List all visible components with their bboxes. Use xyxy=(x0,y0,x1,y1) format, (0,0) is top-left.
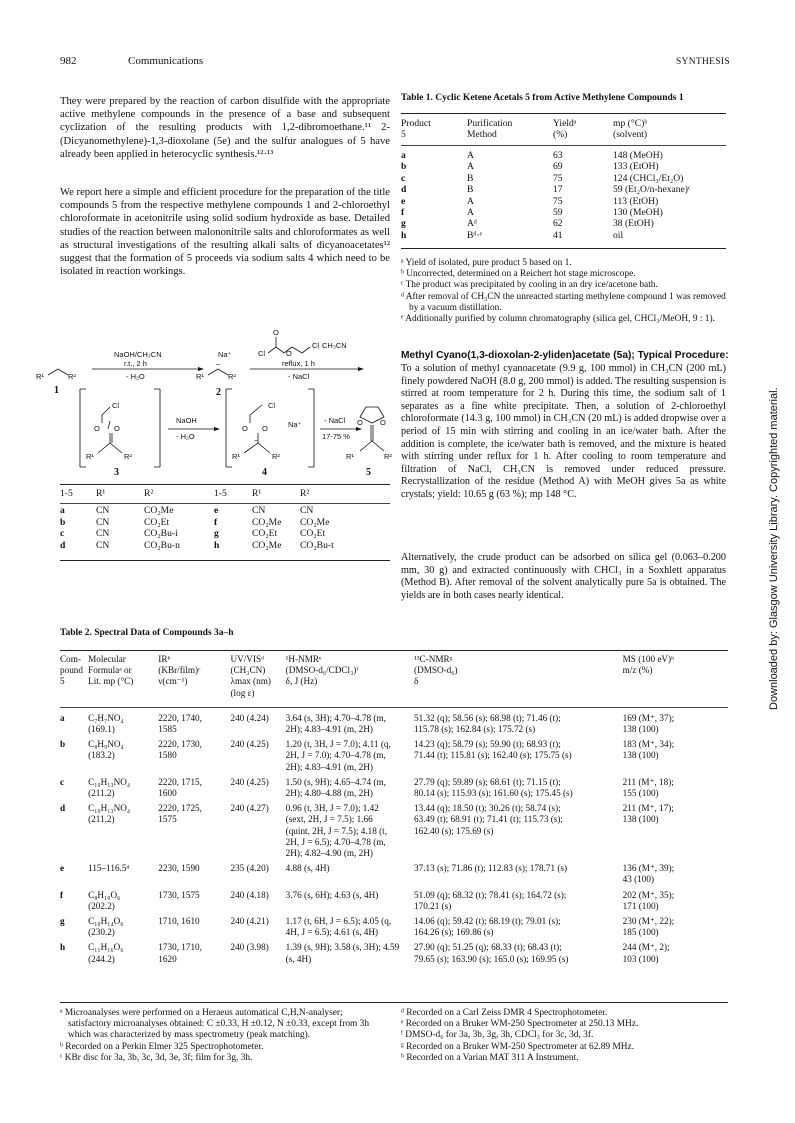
substituent-header: R² xyxy=(144,488,154,499)
substituent-cell: CO₂Me xyxy=(252,539,282,551)
table-row xyxy=(60,803,728,863)
table-row xyxy=(60,713,728,739)
table1-cell: 133 (EtOH) xyxy=(613,161,659,173)
footnote: ᶜ The product was precipitated by cooling in an dry ice/acetone bath. xyxy=(401,280,658,291)
ir-data: 2220, 1740, 1585 xyxy=(158,712,202,735)
svg-text:R¹: R¹ xyxy=(36,372,44,381)
molecular-formula: C₁₁H₁₆O₆ (244.2) xyxy=(88,942,124,964)
table1-cell: 148 (MeOH) xyxy=(613,150,663,161)
table-row xyxy=(60,739,728,777)
c-nmr-data: 27.79 (q); 59.89 (s); 68.61 (t); 71.15 (t); 80.14 (s); 115.93 (s); 161.60 (s); 175.45 (s) xyxy=(414,776,573,799)
table1-cell: 38 (EtOH) xyxy=(613,218,654,230)
table1-cell: 69 xyxy=(553,161,563,173)
table-row xyxy=(60,505,380,516)
table2-header: ¹³C-NMRᵍ (DMSO-d₆) δ xyxy=(414,654,458,687)
substituent-cell: f xyxy=(214,516,218,528)
svg-text:R¹: R¹ xyxy=(346,452,354,461)
substituent-table xyxy=(60,488,380,551)
ms-data: 211 (M⁺, 18); 155 (100) xyxy=(622,776,674,799)
svg-text:R²: R² xyxy=(124,452,132,461)
table1-cell: A xyxy=(467,207,474,219)
footnote: ᵉ Additionally purified by column chromatography (silica gel, CHCl₃/MeOH, 9 : 1). xyxy=(401,314,715,325)
reagent-2-mid: reflux, 1 h xyxy=(282,359,315,368)
uv-data: 240 (4.24) xyxy=(230,712,269,723)
uv-data: 240 (4.27) xyxy=(230,803,269,814)
table1-cell: a xyxy=(401,150,406,161)
compound-id: g xyxy=(60,916,65,927)
table1-cell: h xyxy=(401,229,407,241)
svg-text:O: O xyxy=(242,424,248,433)
table1-header: mp (°C)ᵇ (solvent) xyxy=(613,118,648,141)
chloroformate-structure xyxy=(258,328,319,358)
substituent-header: R¹ xyxy=(252,488,262,499)
compound-id: e xyxy=(60,863,65,874)
table1-cell: A xyxy=(467,195,474,207)
substituent-cell: CN xyxy=(96,505,110,517)
c-nmr-data: 14.06 (q); 59.42 (t); 68.19 (t); 79.01 (s); 164.26 (s); 169.86 (s) xyxy=(414,916,561,938)
table1-cell: 75 xyxy=(553,195,563,207)
footnote: ᵃ Microanalyses were performed on a Heraeus automatical C,H,N-analyser; satisfactory microanalyses obtained: C ±0.33, H ±0.12, N ±0.33, except from 3h which was characterized by mass spectrometry (peak matching). xyxy=(60,1008,370,1041)
table1-cell: 113 (EtOH) xyxy=(613,195,659,207)
uv-data: 240 (3.98) xyxy=(230,942,269,953)
table2-header: IRᵇ (KBr/film)ᶜ ν(cm⁻¹) xyxy=(158,654,201,687)
substituent-header: 1-5 xyxy=(214,488,227,499)
ir-data: 1730, 1575 xyxy=(158,889,200,900)
table2-footnotes-right xyxy=(401,1008,727,1064)
table1-cell: oil xyxy=(613,229,624,241)
table1-cell: d xyxy=(401,184,407,196)
ms-data: 136 (M⁺, 39); 43 (100) xyxy=(622,863,675,885)
ir-data: 2220, 1730, 1580 xyxy=(158,739,202,761)
svg-text:Cl: Cl xyxy=(312,341,320,350)
table1-cell: B xyxy=(467,172,474,184)
compound-id: d xyxy=(60,803,66,814)
table1-cell: e xyxy=(401,195,406,207)
c-nmr-data: 37.13 (s); 71.86 (t); 112.83 (s); 178.71 (s) xyxy=(414,863,568,874)
svg-text:O: O xyxy=(286,349,292,358)
table1-cell: A xyxy=(467,161,474,173)
table1-cell: 130 (MeOH) xyxy=(613,207,663,219)
table-row xyxy=(60,863,728,889)
h-nmr-data: 3.64 (s, 3H); 4.70–4.78 (m, 2H); 4.83–4.91 (m, 2H) xyxy=(285,712,386,735)
ir-data: 2230, 1590 xyxy=(158,863,200,874)
c-nmr-data: 51.09 (q); 68.32 (t); 78.41 (s); 164.72 (s); 170.21 (s) xyxy=(414,889,567,911)
molecular-formula: 115–116.5ᵈ xyxy=(88,863,130,874)
svg-text:Na⁺: Na⁺ xyxy=(288,420,302,429)
table-row xyxy=(401,161,723,172)
molecular-formula: C₇H₇NO₄ (169.1) xyxy=(88,712,124,735)
download-notice: Downloaded by: Glasgow University Library. Copyrighted material. xyxy=(768,387,780,710)
intro-paragraph-2: We report here a simple and efficient procedure for the preparation of the title compounds 5 from the respective methylene compounds 1 and 2-chloroethyl chloroformate in acetonitrile using solid sodium hydroxide as base. Detailed studies of the reaction between malononitrile salts and chloroformates as well as structural investigations of the resulting alkali salts of dicyanoacetates¹² suggest that the formation of 5 proceeds via sodium salts 4 which need to be isolated in reaction workings. xyxy=(60,187,390,278)
table-row xyxy=(401,173,723,184)
h-nmr-data: 4.88 (s, 4H) xyxy=(285,863,330,874)
compound-id: c xyxy=(60,776,65,787)
svg-text:R¹: R¹ xyxy=(196,372,204,381)
footnote: ᶜ KBr disc for 3a, 3b, 3c, 3d, 3e, 3f; film for 3g, 3h. xyxy=(60,1052,253,1063)
substituent-cell: CO₂Me xyxy=(300,516,330,528)
table2-header: Molecular Formulaᵃ or Lit. mp (°C) xyxy=(88,654,134,687)
molecular-formula: C₁₀H₁₄O₆ (230.2) xyxy=(88,916,124,938)
svg-text:R²: R² xyxy=(384,452,392,461)
substituent-table-top-rule xyxy=(60,484,390,485)
substituent-header: R² xyxy=(300,488,310,499)
substituent-cell: a xyxy=(60,505,65,517)
molecular-formula: C₈H₁₀O₆ (202.2) xyxy=(88,889,121,911)
table1-cell: Bᵈ·ᵉ xyxy=(467,229,483,241)
substituent-cell: CO₂Me xyxy=(144,505,174,517)
svg-text:O: O xyxy=(380,418,386,427)
svg-text:R¹: R¹ xyxy=(86,452,94,461)
reagent-2-top: CH₃CN xyxy=(322,341,347,350)
substituent-cell: CO₂Me xyxy=(252,516,282,528)
substituent-cell: d xyxy=(60,539,66,551)
table1-cell: 124 (CHCl₃/Et₂O) xyxy=(613,172,684,184)
table1-cell: 59 (Et₂O/n-hexane)ᶜ xyxy=(613,184,691,196)
ms-data: 183 (M⁺, 34); 138 (100) xyxy=(622,739,675,761)
svg-text:O: O xyxy=(273,328,279,337)
substituent-table-bottom-rule xyxy=(60,560,390,561)
svg-text:R²: R² xyxy=(272,452,280,461)
c-nmr-data: 27.90 (q); 51.25 (q); 68.33 (t); 68.43 (t); 79.65 (s); 163.90 (s); 165.0 (s); 169.95 (s) xyxy=(414,942,569,964)
reagent-2-bot: - NaCl xyxy=(288,372,310,381)
reagent-1-mid: r.t., 2 h xyxy=(124,359,147,368)
uv-data: 240 (4.25) xyxy=(230,739,269,750)
table-row xyxy=(401,184,723,195)
substituent-cell: CO₂Et xyxy=(252,528,278,540)
substituent-cell: CO₂Et xyxy=(300,528,326,540)
table1-cell: f xyxy=(401,207,405,219)
footnote: ᶠ DMSO-d₆ for 3a, 3b, 3g, 3h, CDCl₃ for 3c, 3d, 3f. xyxy=(401,1030,594,1041)
table1-cell: 59 xyxy=(553,207,563,219)
table-row xyxy=(401,218,723,229)
ms-data: 211 (M⁺, 17); 138 (100) xyxy=(622,803,674,825)
compound-id: h xyxy=(60,942,66,953)
reaction-scheme xyxy=(30,325,395,475)
substituent-cell: CO₂Et xyxy=(144,516,170,528)
procedure-paragraph-2: Alternatively, the crude product can be adsorbed on silica gel (0.063–0.200 mm, 30 g) and extracted continuously with CHCl₃ in a Soxhlett apparatus (Method B). After removal of the solvent analytically pure 5a is obtained. The yields are in both cases nearly identical. xyxy=(401,552,726,601)
svg-text:Na⁺: Na⁺ xyxy=(218,350,232,359)
procedure-title: Methyl Cyano(1,3-dioxolan-2-yliden)acetate (5a); Typical Procedure: xyxy=(401,350,729,361)
table2 xyxy=(60,654,728,969)
footnote: ʰ Recorded on a Varian MAT 311 A Instrument. xyxy=(401,1052,579,1063)
table2-header: MS (100 eV)ʰ m/z (%) xyxy=(622,654,675,676)
table1-cell: 63 xyxy=(553,150,563,161)
table1-cell: 62 xyxy=(553,218,563,230)
substituent-cell: c xyxy=(60,528,65,540)
uv-data: 240 (4.25) xyxy=(230,776,269,787)
uv-data: 235 (4.20) xyxy=(230,863,269,874)
footnote: ᵈ After removal of CH₃CN the unreacted starting methylene compound 1 was removed by a vacuum distillation. xyxy=(401,291,726,313)
table-row xyxy=(60,942,728,968)
table1-cell: g xyxy=(401,218,406,230)
footnote: ᵍ Recorded on a Bruker WM-250 Spectrometer at 62.89 MHz. xyxy=(401,1041,635,1052)
substituent-cell: CN xyxy=(252,505,266,517)
compound-id: b xyxy=(60,739,66,750)
molecular-formula: C₁₀H₁₃NO₄ (211.2) xyxy=(88,803,131,825)
ms-data: 244 (M⁺, 2); 103 (100) xyxy=(622,942,670,964)
svg-text:R¹: R¹ xyxy=(232,452,240,461)
c-nmr-data: 13.44 (q); 18.50 (t); 30.26 (t); 58.74 (s); 63.49 (t); 68.91 (t); 71.41 (t); 115.73 (s); 162.40 (s); 175.69 (s) xyxy=(414,803,563,836)
table-row xyxy=(401,196,723,207)
table1-header: Product 5 xyxy=(401,118,431,141)
svg-text:O: O xyxy=(262,424,268,433)
uv-data: 240 (4.18) xyxy=(230,889,269,900)
h-nmr-data: 1.50 (s, 9H); 4.65–4.74 (m, 2H); 4.80–4.88 (m, 2H) xyxy=(285,776,386,799)
table-row xyxy=(60,916,728,942)
table2-header: Com- pound 5 xyxy=(60,654,83,687)
label-3: 3 xyxy=(114,467,119,475)
table2-header: UV/VISᵈ (CH₃CN) λmax (nm) (log ε) xyxy=(230,654,271,698)
footnote: ᵈ Recorded on a Carl Zeiss DMR 4 Spectrophotometer. xyxy=(401,1008,608,1018)
h-nmr-data: 1.20 (t, 3H, J = 7.0); 4.11 (q, 2H, J = 7.0); 4.70–4.78 (m, 2H); 4.83–4.91 (m, 2H) xyxy=(285,739,391,772)
svg-text:R²: R² xyxy=(228,372,236,381)
footnote: ᵉ Recorded on a Bruker WM-250 Spectrometer at 250.13 MHz. xyxy=(401,1019,639,1030)
reagent-3-top: NaOH xyxy=(176,416,197,425)
substituent-cell: CO₂Bu-t xyxy=(300,539,334,551)
substituent-cell: CN xyxy=(96,539,110,551)
footnote: ᵇ Recorded on a Perkin Elmer 325 Spectrophotometer. xyxy=(60,1041,264,1052)
table1-footnotes xyxy=(401,258,726,325)
footnote: ᵇ Uncorrected, determined on a Reichert hot stage microscope. xyxy=(401,269,636,280)
page-number: 982 xyxy=(60,55,77,67)
c-nmr-data: 51.32 (q); 58.56 (s); 68.98 (t); 71.46 (t); 115.78 (s); 162.84 (s); 175.72 (s) xyxy=(414,712,561,735)
table2-caption: Table 2. Spectral Data of Compounds 3a–h xyxy=(60,628,234,638)
table1-cell: b xyxy=(401,161,407,173)
intro-paragraph-1: They were prepared by the reaction of carbon disulfide with the appropriate active methylene compounds in the presence of a base and subsequent cyclization of the resulting products with 1,2-dibromoethane.¹¹ 2-(Dicyanomethylene)-1,3-dioxolane (5e) and the sulfur analogues of 5 have already been applied in heterocyclic synthesis.¹²·¹³ xyxy=(60,96,390,160)
svg-text:Cl: Cl xyxy=(258,349,266,358)
sodium-salt-structure xyxy=(196,350,236,381)
ms-data: 202 (M⁺, 35); 171 (100) xyxy=(622,889,675,911)
substituent-cell: CN xyxy=(300,505,314,517)
h-nmr-data: 3.76 (s, 6H); 4.63 (s, 4H) xyxy=(285,889,379,900)
section-title: Communications xyxy=(128,55,204,67)
journal-name: SYNTHESIS xyxy=(676,57,730,67)
compound-1-structure xyxy=(36,369,76,396)
ir-data: 2220, 1715, 1600 xyxy=(158,776,202,799)
h-nmr-data: 0.96 (t, 3H, J = 7.0); 1.42 (sext, 2H, J = 7.5); 1.66 (quint, 2H, J = 7.5); 4.18 (t, 2H, J = 6.5); 4.70–4.78 (m, 2H); 4.82–4.90 (m, 2H) xyxy=(285,803,388,859)
substituent-cell: CO₂Bu-n xyxy=(144,539,180,551)
substituent-cell: g xyxy=(214,528,219,540)
compound-5-structure xyxy=(346,407,392,475)
compound-id: a xyxy=(60,712,65,723)
substituent-cell: b xyxy=(60,516,66,528)
reagent-1-top: NaOH/CH₃CN xyxy=(114,350,162,359)
table1-cell: 41 xyxy=(553,229,563,241)
uv-data: 240 (4.21) xyxy=(230,916,269,927)
h-nmr-data: 1.17 (t, 6H, J = 6.5); 4.05 (q, 4H, J = 6.5); 4.61 (s, 4H) xyxy=(285,916,392,938)
reagent-4-bot: 17-75 % xyxy=(322,432,350,441)
label-2: 2 xyxy=(216,387,221,398)
svg-text:O: O xyxy=(94,424,100,433)
table2-footnotes-left xyxy=(60,1008,386,1064)
table-row xyxy=(401,207,723,218)
svg-text:–: – xyxy=(254,435,259,444)
label-4: 4 xyxy=(262,467,267,475)
reagent-4-top: - NaCl xyxy=(324,416,346,425)
svg-text:R²: R² xyxy=(68,372,76,381)
molecular-formula: C₈H₉NO₄ (183.2) xyxy=(88,739,124,761)
table2-header: ¹H-NMRᵉ (DMSO-d₆/CDCl₃)ᶠ δ, J (Hz) xyxy=(285,654,359,687)
ir-data: 2220, 1725, 1575 xyxy=(158,803,202,825)
reagent-3-bot: - H₂O xyxy=(176,432,195,441)
table1-cell: A xyxy=(467,150,474,161)
table1-header: Purification Method xyxy=(467,118,513,141)
table1-body xyxy=(401,150,723,241)
table-row xyxy=(401,230,723,241)
ir-data: 1710, 1610 xyxy=(158,916,200,927)
ms-data: 230 (M⁺, 22); 185 (100) xyxy=(622,916,675,938)
table1-cell: Aᵈ xyxy=(467,218,477,230)
svg-text:Cl: Cl xyxy=(268,401,276,410)
compound-3-structure xyxy=(80,389,160,475)
table1 xyxy=(401,118,723,141)
table1-caption: Table 1. Cyclic Ketene Acetals 5 from Active Methylene Compounds 1 xyxy=(401,93,684,103)
table1-cell: 75 xyxy=(553,172,563,184)
substituent-cell: CN xyxy=(96,516,110,528)
table-row xyxy=(60,517,380,528)
table1-cell: B xyxy=(467,184,474,196)
substituent-header: R¹ xyxy=(96,488,106,499)
label-1: 1 xyxy=(54,385,59,396)
table-row xyxy=(60,777,728,803)
substituent-cell: h xyxy=(214,539,220,551)
table1-header: Yieldᵃ (%) xyxy=(553,118,577,141)
table-row xyxy=(60,890,728,916)
ir-data: 1730, 1710, 1620 xyxy=(158,942,202,964)
svg-text:Cl: Cl xyxy=(112,401,120,410)
compound-4-structure xyxy=(226,389,314,475)
table-row xyxy=(60,540,380,551)
table1-cell: 17 xyxy=(553,184,563,196)
svg-text:–: – xyxy=(216,359,221,368)
molecular-formula: C₁₀H₁₃NO₄ (211.2) xyxy=(88,776,131,799)
c-nmr-data: 14.23 (q); 58.79 (s); 59.90 (t); 68.93 (t); 71.44 (t); 115.81 (s); 162.40 (s); 175.75 (s) xyxy=(414,739,572,761)
table-row xyxy=(401,150,723,161)
h-nmr-data: 1.39 (s, 9H); 3.58 (s, 3H); 4.59 (s, 4H) xyxy=(285,942,400,964)
svg-text:O: O xyxy=(357,418,363,427)
label-5: 5 xyxy=(366,467,371,475)
substituent-cell: e xyxy=(214,505,219,517)
svg-text:O: O xyxy=(114,424,120,433)
substituent-cell: CN xyxy=(96,528,110,540)
substituent-header: 1-5 xyxy=(60,488,73,499)
reagent-1-bot: - H₂O xyxy=(126,372,145,381)
table-row xyxy=(60,528,380,539)
procedure-paragraph-1: To a solution of methyl cyanoacetate (9.9 g, 100 mmol) in CH₃CN (200 mL) finely powdered NaOH (8.0 g, 200 mmol) is added. The resulting suspension is stirred at room temperature for 2 h. During this time, the sodium salt of 1 separates as a fine white precipitate. Then, a solution of 2-chloroethyl chloroformate (14.3 g, 100 mmol) in CH₃CN (20 mL) is added dropwise over a period of 15 min with stirring and cooling in an ice/water bath. After the addition is complete, the ice/water bath is removed, and the mixture is heated with stirring under reflux for 1 h. After cooling to room temperature and filtration of NaCl, CH₃CN is removed under reduced pressure. Recrystallization of the residue (Method A) with MeOH gives 5a as white crystals; yield: 10.65 g (63 %); mp 148 °C. xyxy=(401,363,726,500)
footnote: ᵃ Yield of isolated, pure product 5 based on 1. xyxy=(401,258,572,268)
table1-cell: c xyxy=(401,172,406,184)
compound-id: f xyxy=(60,889,64,900)
ms-data: 169 (M⁺, 37); 138 (100) xyxy=(622,712,675,735)
substituent-cell: CO₂Bu-i xyxy=(144,528,178,540)
